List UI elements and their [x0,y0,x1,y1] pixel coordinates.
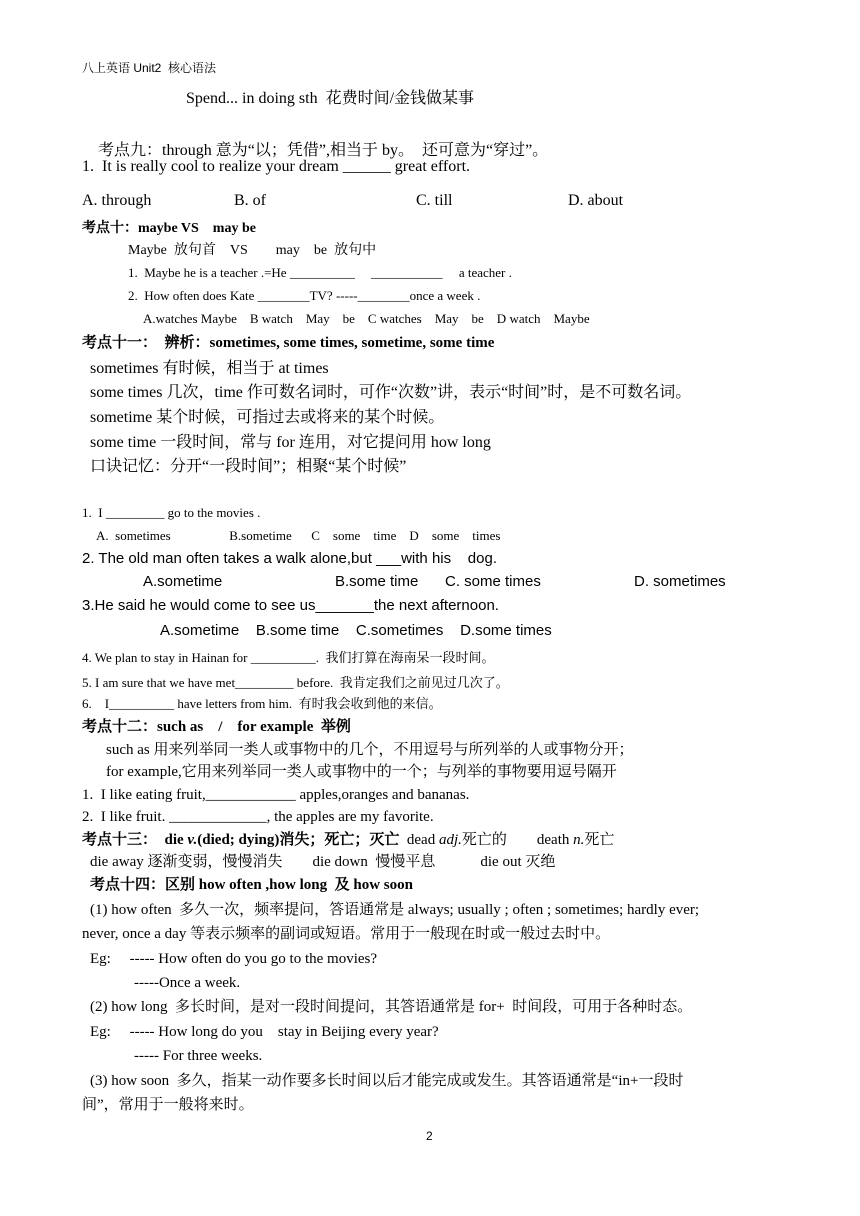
point-13-death-meaning: 死亡 [584,832,615,848]
how-often-def-cont: never, once a day 等表示频率的副词或短语。常用于一般现在时或一般过去时中。 [82,926,611,942]
how-soon-def: (3) how soon 多久，指某一动作要多长时间以后才能完成或发生。其答语通常是“in+一段时 [90,1073,684,1089]
point-11-question-3: 3.He said he would come to see us_______the next afternoon. [82,597,499,614]
option-d: D. about [568,192,624,209]
point-10-heading: 考点十：maybe VS may be [82,221,256,236]
q2-option-a: A.sometime [143,573,223,590]
point-13-die-forms: (died; dying)消失；死亡；灭亡 [197,832,400,848]
how-long-def: (2) how long 多长时间，是对一段时间提问，其答语通常是 for+ 时间段，可用于各种时态。 [90,999,693,1015]
spend-phrase: Spend... in doing sth 花费时间/金钱做某事 [186,90,475,107]
point-10-options: A.watches Maybe B watch May be C watches May be D watch Maybe [143,311,590,326]
point-13-pos-v: v. [187,832,198,848]
mnemonic: 口诀记忆：分开“一段时间”；相聚“某个时候” [90,458,407,475]
q3-options: A.sometime B.some time C.sometimes D.some times [160,622,552,639]
point-13-pos-n: n. [573,832,585,848]
for-example-def: for example,它用来列举同一类人或事物中的一个；与列举的事物要用逗号隔开 [106,764,617,780]
how-often-example-a: -----Once a week. [134,975,241,991]
point-13-die: 考点十三： die [82,832,188,848]
point-12-question-1: 1. I like eating fruit,____________ apples,oranges and bananas. [82,787,470,803]
how-often-example-q: Eg: ----- How often do you go to the movies? [90,951,378,967]
how-long-example-q: Eg: ----- How long do you stay in Beijing every year? [90,1024,439,1040]
point-11-question-1: 1. I _________ go to the movies . [82,505,261,520]
point-9-question-1: 1. It is really cool to realize your dream ______ great effort. [82,158,471,175]
point-9-text: 考点九：through 意为“以；凭借”,相当于 by。 还可意为“穿过”。 [98,142,549,160]
point-13-death: 死亡的 death [461,832,574,848]
header-text: 八上英语 Unit2 核心语法 [82,61,217,75]
point-11-question-6: 6. I__________ have letters from him. 有时我会收到他的来信。 [82,696,442,711]
maybe-position-note: Maybe 放句首 VS may be 放句中 [128,243,377,258]
such-as-def: such as 用来列举同一类人或事物中的几个，不用逗号与所列举的人或事物分开； [106,742,634,758]
page-number: 2 [426,1129,433,1143]
point-11-q1-options: A. sometimes B.sometime C some time D some times [96,528,501,543]
point-11-question-2: 2. The old man often takes a walk alone,but ___with his dog. [82,550,497,567]
some-times-def: some times 几次，time 作可数名词时，可作“次数”讲，表示“时间”时，是不可数名词。 [90,384,692,401]
point-13-pos-adj: adj. [438,832,462,848]
point-12-heading: 考点十二：such as / for example 举例 [82,719,351,735]
point-13-dead: dead [399,832,439,848]
option-a: A. through [82,192,152,209]
some-time-def: some time 一段时间，常与 for 连用，对它提问用 how long [90,434,491,451]
point-10-question-2: 2. How often does Kate ________TV? -----________once a week . [128,288,481,303]
option-b: B. of [234,192,266,209]
q2-option-d: D. sometimes [634,573,726,590]
point-12-question-2: 2. I like fruit. _____________, the apples are my favorite. [82,809,434,825]
point-11-question-4: 4. We plan to stay in Hainan for __________. 我们打算在海南呆一段时间。 [82,650,495,665]
point-11-question-5: 5. I am sure that we have met_________ before. 我肯定我们之前见过几次了。 [82,675,509,690]
die-phrases: die away 逐渐变弱，慢慢消失 die down 慢慢平息 die out 灭绝 [90,854,556,870]
how-soon-def-cont: 间”，常用于一般将来时。 [82,1097,254,1113]
option-c: C. till [416,192,453,209]
point-10-question-1: 1. Maybe he is a teacher .=He __________ ___________ a teacher . [128,265,512,280]
point-13-heading [82,832,614,849]
q2-option-b: B.some time [335,573,419,590]
how-often-def: (1) how often 多久一次，频率提问，答语通常是 always; usually ; often ; sometimes; hardly ever; [90,902,700,918]
point-14-heading: 考点十四：区别 how often ,how long 及 how soon [90,877,413,893]
point-11-heading: 考点十一： 辨析：sometimes, some times, sometime, some time [82,335,495,351]
sometime-def: sometime 某个时候，可指过去或将来的某个时候。 [90,409,445,426]
sometimes-def: sometimes 有时候，相当于 at times [90,360,329,377]
q2-option-c: C. some times [445,573,541,590]
how-long-example-a: ----- For three weeks. [134,1048,263,1064]
